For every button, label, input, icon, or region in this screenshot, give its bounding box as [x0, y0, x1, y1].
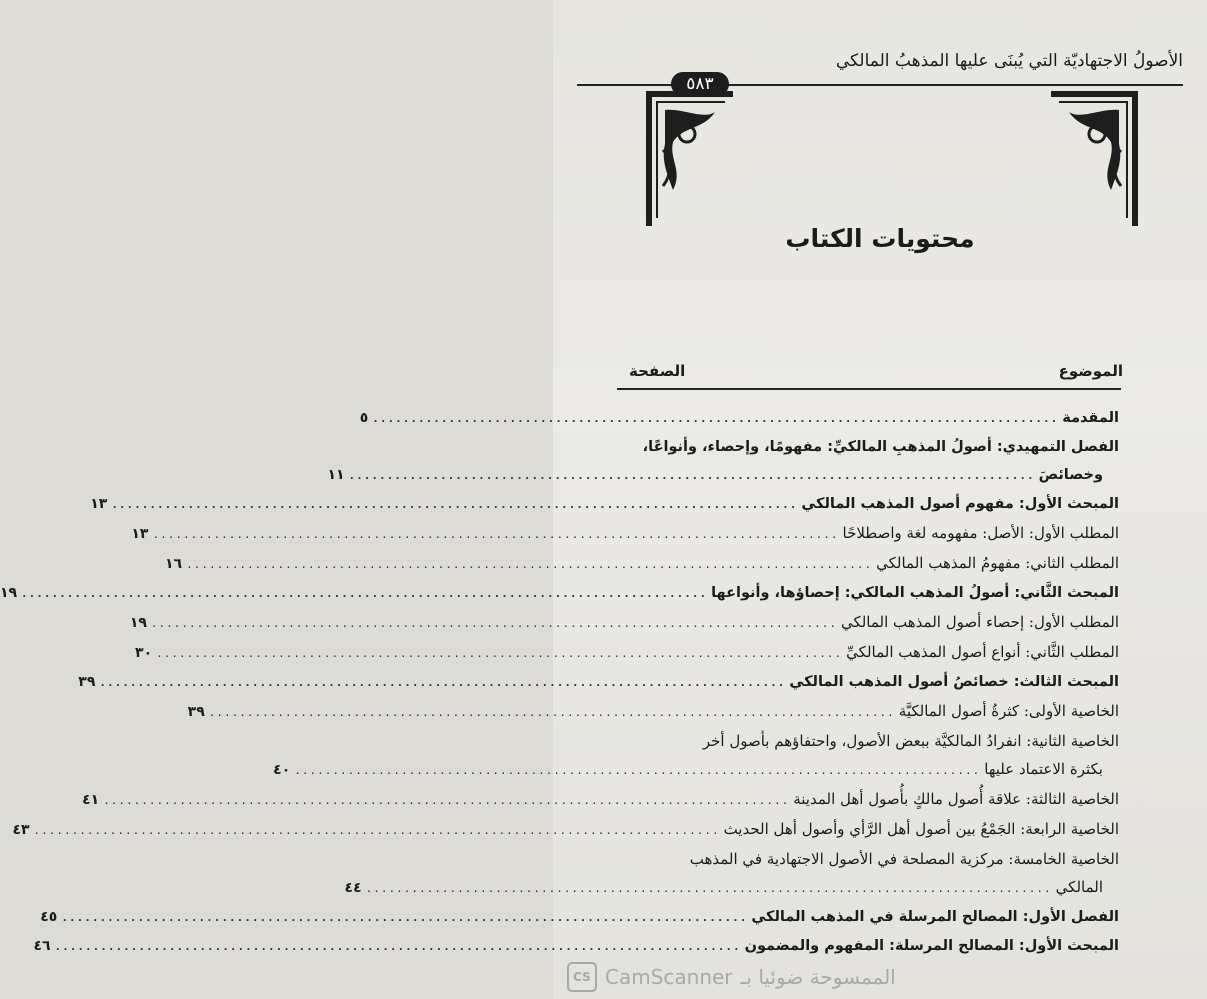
toc-entry — [131, 519, 1119, 549]
toc-entry-page: ١١ — [327, 467, 345, 483]
leader-dots: .......................................................................................... — [33, 824, 720, 837]
toc-entry — [78, 668, 1119, 697]
toc-entry-page: ٤٥ — [40, 909, 58, 925]
toc-entry-continuation: وخصائصَ — [1038, 467, 1103, 483]
leader-dots: .......................................................................................... — [99, 676, 786, 689]
toc-entry-text: المبحث الأول: مفهوم أصول المذهب المالكي — [801, 496, 1119, 512]
toc-entry-page: ٤٣ — [12, 822, 30, 838]
toc-entry-text: الفصل التمهيدي: أصولُ المذهبِ المالكيِّ: مفهومًا، وإحصاء، وأنواعًا، — [642, 439, 1119, 455]
toc-entry-text: المطلب الثَّاني: أنواع أصول المذهب المالكيِّ — [846, 643, 1119, 661]
toc-entry-text: الخاصية الثالثة: علاقة أُصول مالكٍ بأُصول أهل المدينة — [793, 790, 1119, 808]
corner-ornament-left-icon — [643, 90, 735, 230]
leader-dots: .......................................................................................... — [150, 617, 837, 630]
toc-entry-page: ١٩ — [129, 615, 147, 631]
toc-entry — [344, 845, 1119, 903]
header-rule — [577, 84, 1183, 86]
leader-dots: .......................................................................................... — [54, 940, 741, 953]
toc-entry-page: ٣٩ — [78, 674, 96, 690]
toc-entry — [90, 490, 1119, 519]
scanner-watermark — [567, 963, 896, 991]
toc-entry-page: ١٩ — [0, 585, 18, 601]
toc-entry-page: ٣٩ — [187, 704, 205, 720]
toc-entry — [12, 815, 1119, 845]
toc-entry-page: ٣٠ — [135, 645, 153, 661]
toc-entry-page: ١٣ — [90, 496, 108, 512]
leader-dots: .......................................................................................... — [61, 911, 748, 924]
toc-entry-page: ٤٤ — [344, 880, 362, 896]
camscanner-logo-icon: CS — [567, 962, 597, 992]
toc-entry — [187, 697, 1119, 727]
toc-entry-page: ٤٦ — [33, 938, 51, 954]
leader-dots: .......................................................................................... — [152, 528, 839, 541]
toc-entry — [327, 433, 1119, 490]
leader-dots: .......................................................................................... — [294, 764, 981, 777]
watermark-brand: CamScanner — [605, 965, 733, 989]
toc-entry-text: الفصل الأول: المصالح المرسلة في المذهب المالكي — [751, 909, 1119, 925]
toc-entry — [82, 785, 1119, 815]
toc-entry-continuation: بكثرة الاعتماد عليها — [984, 760, 1103, 778]
toc-entry-text: المبحث الثَّاني: أصولُ المذهب المالكي: إحصاؤها، وأنواعها — [711, 585, 1119, 601]
toc-entry-page: ٥ — [359, 410, 369, 426]
leader-dots: .......................................................................................... — [21, 587, 708, 600]
page-number-badge: ٥٨٣ — [671, 72, 729, 96]
toc-entry — [33, 932, 1119, 961]
toc-entry-text: المقدمة — [1062, 410, 1119, 426]
page-title: محتويات الكتاب — [785, 224, 975, 253]
leader-dots: .......................................................................................... — [186, 558, 873, 571]
column-header-topic: الموضوع — [1058, 362, 1123, 380]
toc-entry — [40, 903, 1119, 932]
leader-dots: .......................................................................................... — [156, 647, 843, 660]
toc-entry-continuation: المالكي — [1055, 878, 1103, 896]
toc-entry-page: ٤٠ — [273, 762, 291, 778]
corner-ornament-right-icon — [1049, 90, 1141, 230]
leader-dots: .......................................................................................... — [365, 882, 1052, 895]
toc-entry — [164, 549, 1119, 579]
leader-dots: .......................................................................................... — [372, 412, 1059, 425]
toc-entry-text: الخاصية الأولى: كثرةُ أصول المالكيَّة — [898, 702, 1119, 720]
toc-entry-text: المطلب الأول: إحصاء أصول المذهب المالكي — [840, 613, 1119, 631]
toc-entry-text: المطلب الأول: الأصل: مفهومه لغة واصطلاحًا — [842, 524, 1119, 542]
watermark-arabic: الممسوحة ضوئيا بـ — [740, 965, 896, 989]
toc-entry-page: ١٣ — [131, 526, 149, 542]
toc-entry-text: الخاصية الثانية: انفرادُ المالكيَّة ببعض الأصول، واحتفاؤهم بأصول أخر — [702, 732, 1119, 750]
table-of-contents — [0, 404, 1119, 961]
toc-entry — [0, 579, 1119, 608]
toc-entry-text: الخاصية الرابعة: الجَمْعُ بين أصول أهل الرَّأي وأصول أهل الحديث — [723, 820, 1119, 838]
column-headers — [629, 356, 1123, 382]
toc-entry-text: المبحث الأول: المصالح المرسلة: المفهوم والمضمون — [744, 938, 1119, 954]
running-title: الأصولُ الاجتهاديّة التي يُبنَى عليها المذهبُ المالكي — [835, 51, 1183, 71]
toc-entry-text: الخاصية الخامسة: مركزية المصلحة في الأصول الاجتهادية في المذهب — [689, 850, 1119, 868]
toc-entry — [359, 404, 1119, 433]
toc-entry — [129, 608, 1119, 638]
toc-entry-page: ٤١ — [82, 792, 100, 808]
column-rule — [617, 388, 1121, 390]
leader-dots: .......................................................................................... — [348, 469, 1035, 482]
toc-entry — [135, 638, 1119, 668]
leader-dots: .......................................................................................... — [111, 498, 798, 511]
toc-entry-text: المبحث الثالث: خصائصُ أصول المذهب المالكي — [789, 674, 1119, 690]
toc-entry-text: المطلب الثاني: مفهومُ المذهب المالكي — [876, 554, 1119, 572]
column-header-page: الصفحة — [629, 362, 686, 380]
leader-dots: .......................................................................................... — [208, 706, 895, 719]
leader-dots: .......................................................................................... — [103, 794, 790, 807]
toc-entry — [273, 727, 1119, 785]
toc-entry-page: ١٦ — [164, 556, 183, 572]
